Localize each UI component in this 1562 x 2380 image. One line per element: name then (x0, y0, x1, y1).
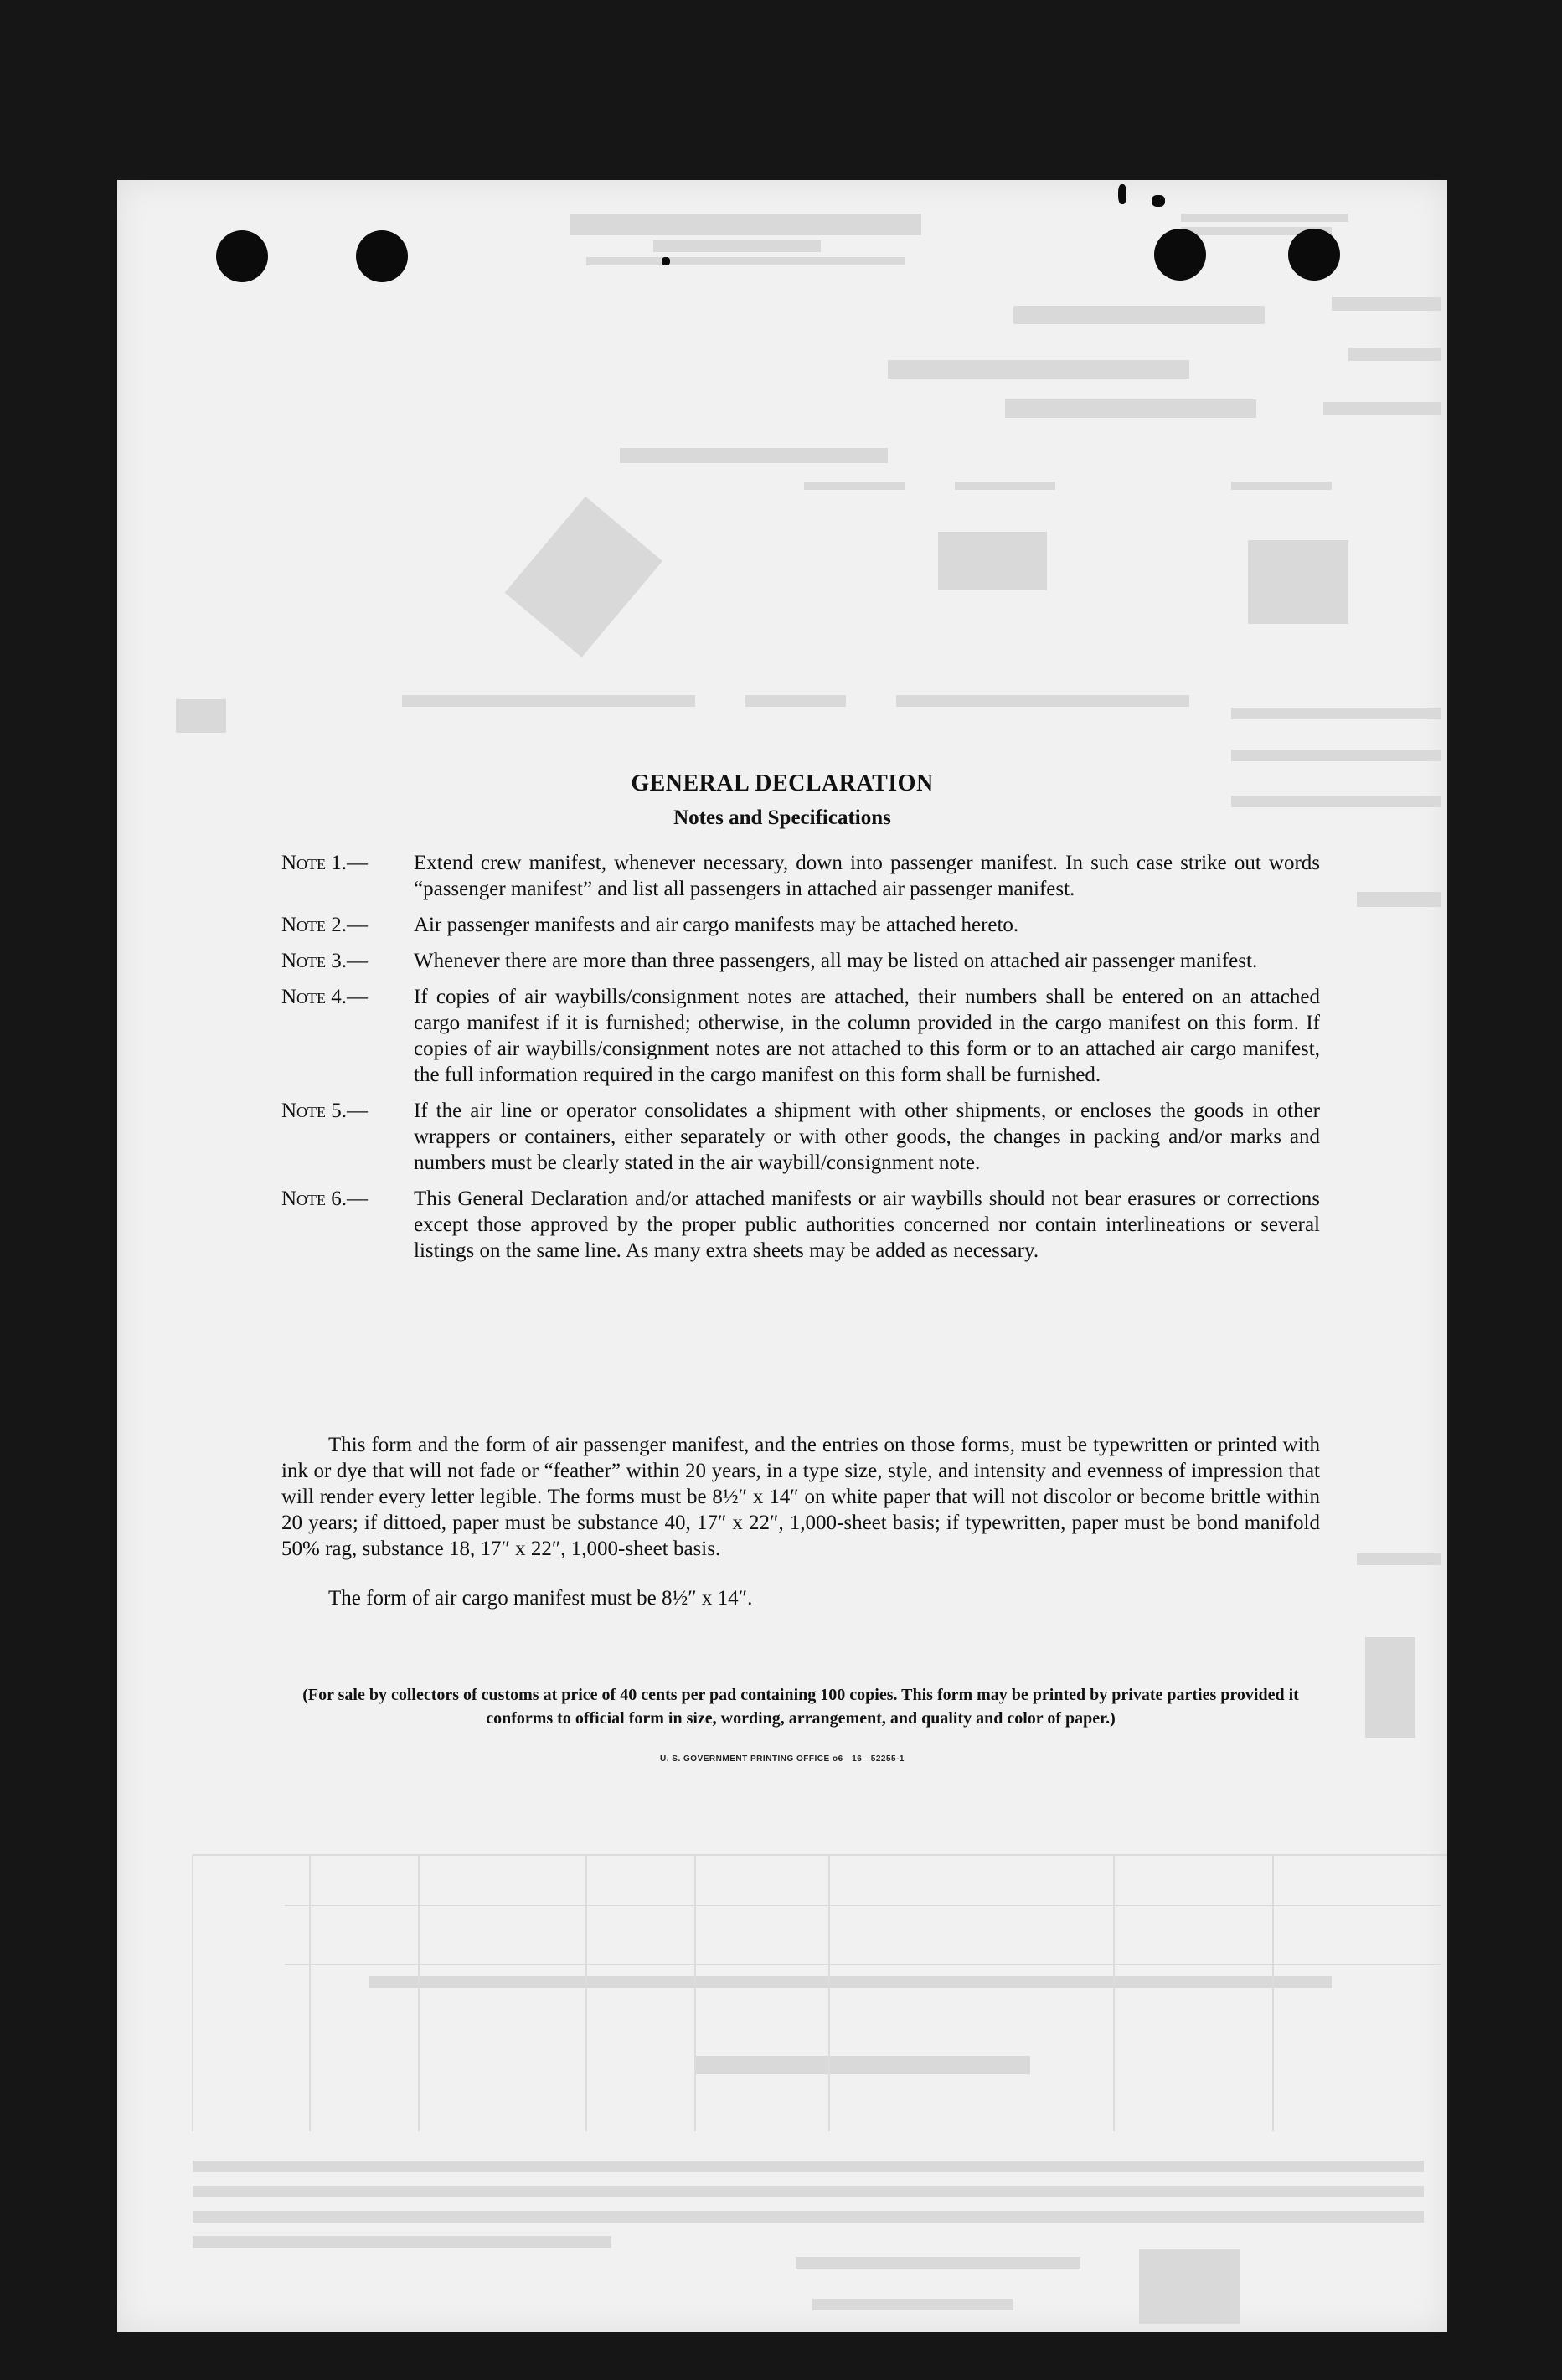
specification-paragraph: This form and the form of air passenger manifest, and the entries on those forms, must be typewritten or printed with ink or dye that will not fade or “feather” within 20 years, in a type size, style, and intensity and evenness of impression that will render every letter legible. The forms must be 8½″ x 14″ on white paper that will not discolor or become brittle within 20 years; if dittoed, paper must be substance 40, 17″ x 22″, 1,000-sheet basis; if typewritten, paper must be bond manifold 50% rag, substance 18, 17″ x 22″, 1,000-sheet basis. (281, 1434, 1320, 1560)
punch-hole-left-1 (216, 230, 268, 282)
note-item: Note 4.— If copies of air waybills/consignment notes are attached, their numbers shall be entered on an attached cargo manifest if it is furnished; otherwise, in the column provided in the cargo manifest on this form. If copies of air waybills/consignment notes are not attached to this form or to an attached air cargo manifest, the full information required in the cargo manifest on this form shall be furnished. (281, 986, 1320, 1086)
punch-hole-right-2 (1288, 229, 1340, 281)
note-number: 5. (331, 1100, 348, 1122)
ink-blot (1118, 184, 1126, 204)
ink-blot (1152, 195, 1165, 207)
note-text: If copies of air waybills/consignment notes are attached, their numbers shall be entered on an attached cargo manifest if it is furnished; otherwise, in the column provided in the cargo manifest on this form. If copies of air waybills/consignment notes are not attached to this form or to an attached air cargo manifest, the full information required in the cargo manifest on this form shall be furnished. (414, 986, 1320, 1086)
punch-hole-left-2 (356, 230, 408, 282)
note-text: Air passenger manifests and air cargo manifests may be attached hereto. (414, 914, 1019, 936)
document-subtitle: Notes and Specifications (673, 806, 891, 829)
note-item: Note 5.— If the air line or operator consolidates a shipment with other shipments, or encloses the goods in other wrappers or containers, either separately or with other goods, the changes in packing and/or marks and numbers must be clearly stated in the air waybill/consignment note. (281, 1100, 1320, 1174)
ink-blot (662, 257, 670, 265)
sale-notice: (For sale by collectors of customs at price of 40 cents per pad containing 100 copies. This form may be printed by private parties provided it conforms to official form in size, wording, arrangement, and quality and color of paper.) (302, 1686, 1299, 1728)
note-item: Note 3.— Whenever there are more than three passengers, all may be listed on attached air passenger manifest. (281, 948, 1320, 974)
cargo-manifest-size-line: The form of air cargo manifest must be 8½″ x 14″. (328, 1587, 753, 1610)
note-label: Note (281, 986, 327, 1008)
document-title: GENERAL DECLARATION (631, 770, 934, 796)
note-item: Note 1.— Extend crew manifest, whenever necessary, down into passenger manifest. In such case strike out words “passenger manifest” and list all passengers in attached air passenger manifest. (281, 852, 1320, 900)
note-label: Note (281, 852, 327, 874)
note-number: 6. (331, 1187, 348, 1210)
note-item: Note 6.— This General Declaration and/or attached manifests or air waybills should not bear erasures or corrections except those approved by the proper public authorities concerned nor contain interlineations or several listings on the same line. As many extra sheets may be added as necessary. (281, 1187, 1320, 1262)
document-sheet (117, 180, 1447, 2332)
note-text: This General Declaration and/or attached manifests or air waybills should not bear erasures or corrections except those approved by the proper public authorities concerned nor contain interlineations or several listings on the same line. As many extra sheets may be added as necessary. (414, 1187, 1320, 1262)
note-label: Note (281, 1187, 327, 1210)
notes-list (281, 850, 1320, 1274)
note-text: Extend crew manifest, whenever necessary, down into passenger manifest. In such case strike out words “passenger manifest” and list all passengers in attached air passenger manifest. (414, 852, 1320, 900)
note-text: If the air line or operator consolidates a shipment with other shipments, or encloses the goods in other wrappers or containers, either separately or with other goods, the changes in packing and/or marks and numbers must be clearly stated in the air waybill/consignment note. (414, 1100, 1320, 1174)
note-text: Whenever there are more than three passengers, all may be listed on attached air passenger manifest. (414, 950, 1258, 972)
note-item: Note 2.— Air passenger manifests and air cargo manifests may be attached hereto. (281, 912, 1320, 938)
note-number: 1. (331, 852, 348, 874)
note-label: Note (281, 914, 327, 936)
note-number: 3. (331, 950, 348, 972)
note-number: 4. (331, 986, 348, 1008)
note-number: 2. (331, 914, 348, 936)
punch-hole-right-1 (1154, 229, 1206, 281)
note-label: Note (281, 1100, 327, 1122)
note-label: Note (281, 950, 327, 972)
printer-line: U. S. GOVERNMENT PRINTING OFFICE o6—16—52255-1 (660, 1754, 905, 1764)
